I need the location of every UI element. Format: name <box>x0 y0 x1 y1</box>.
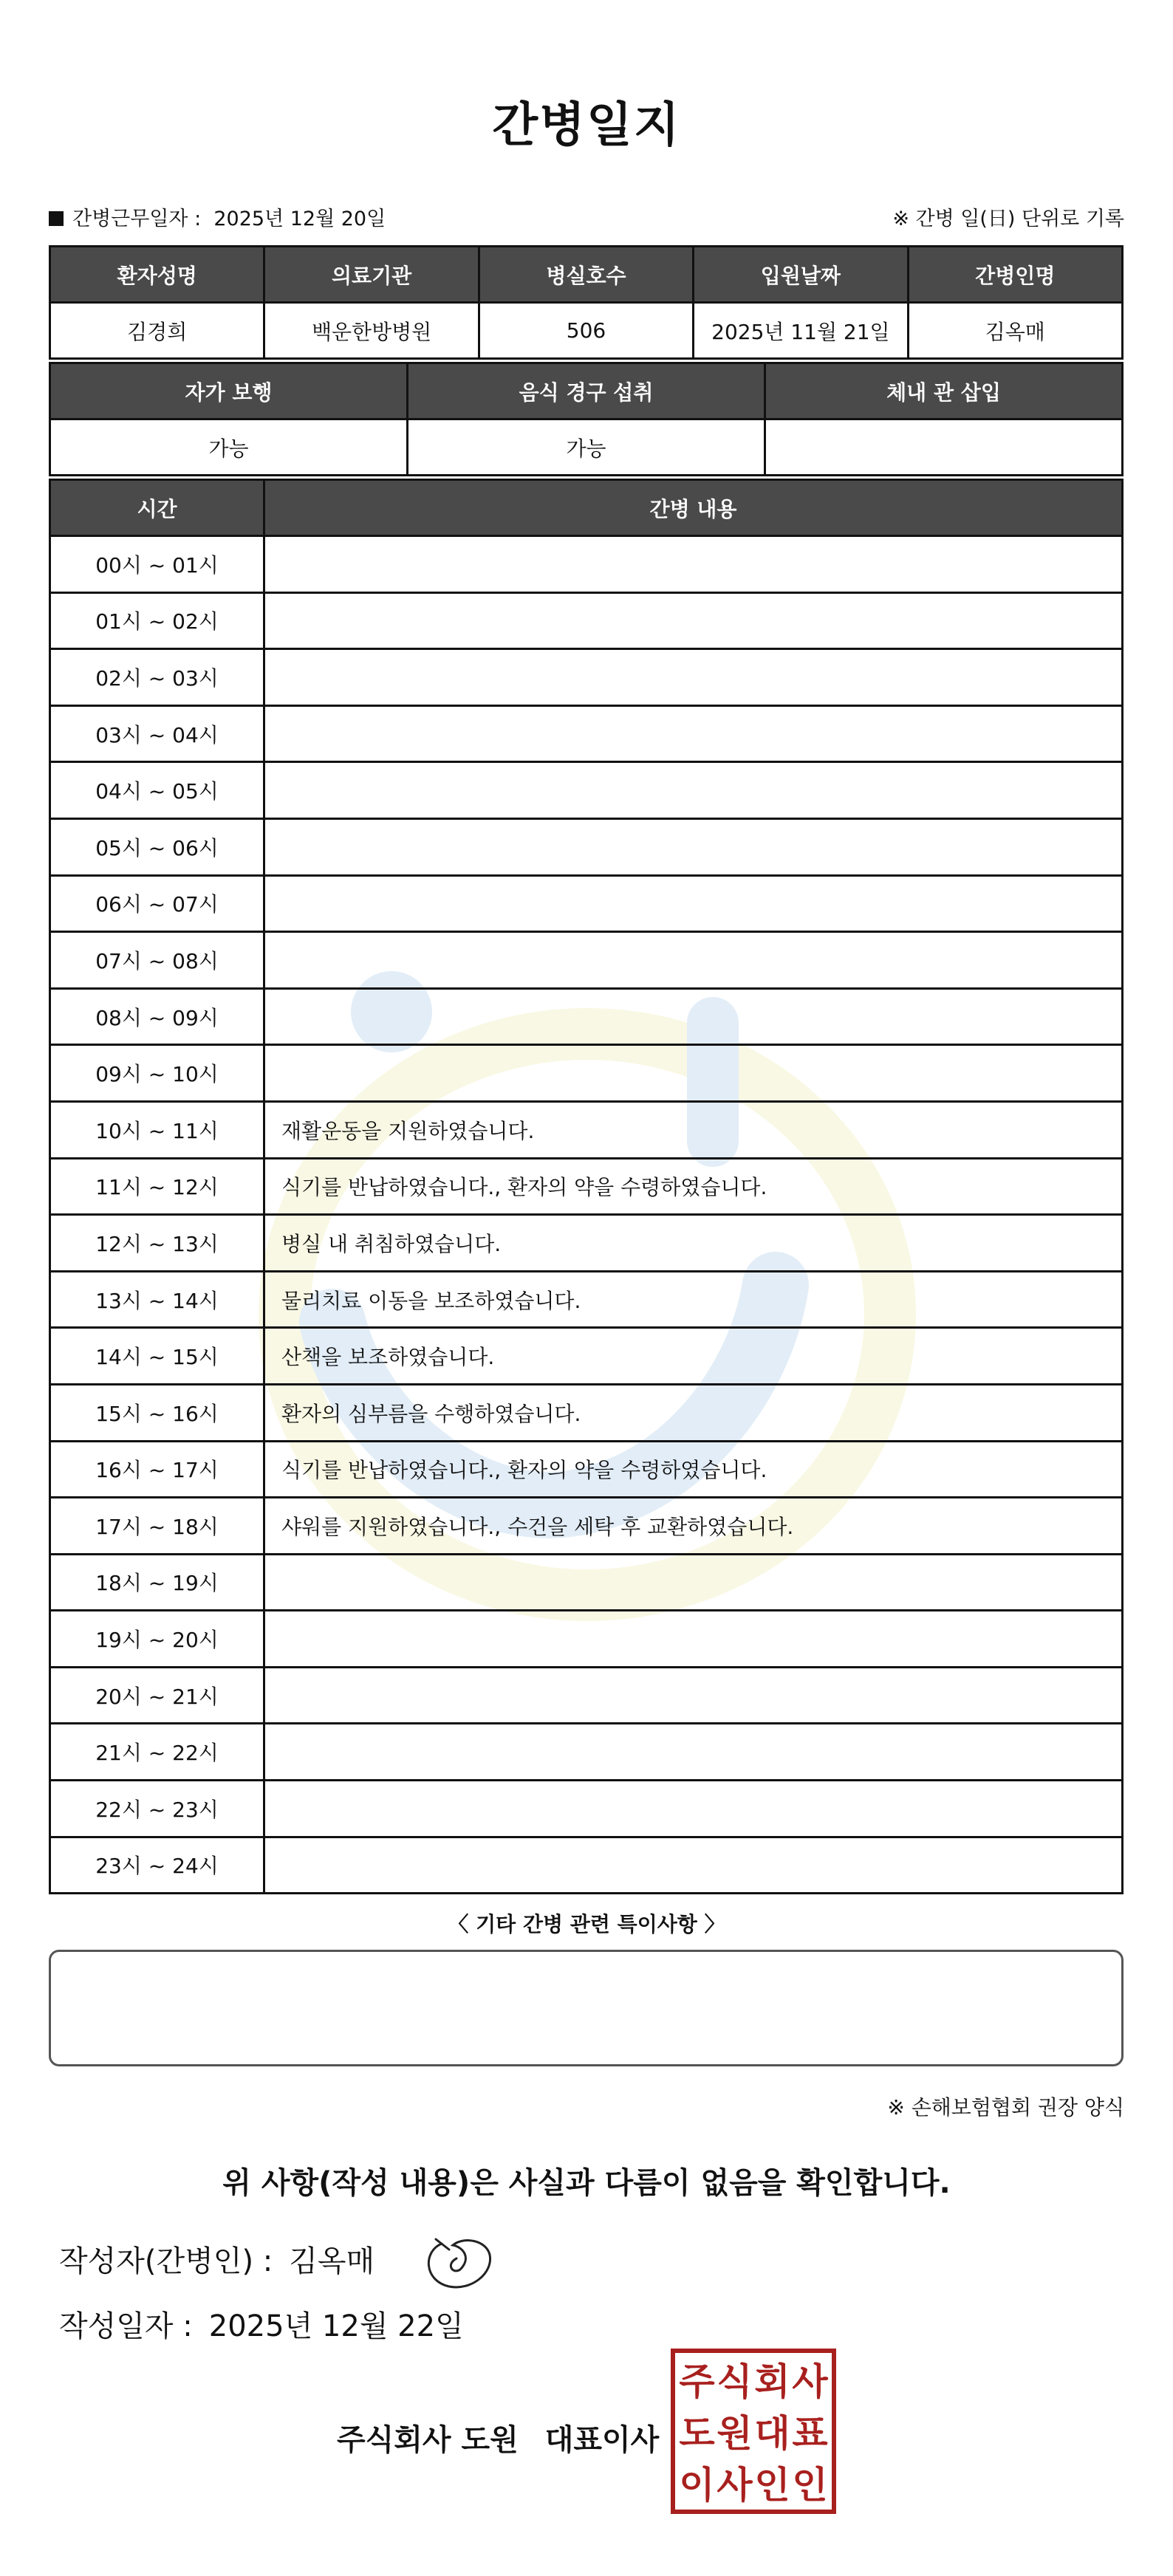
time-slot: 19시 ~ 20시 <box>50 1611 264 1668</box>
writer-name: 김옥매 <box>289 2244 375 2278</box>
confirmation-statement: 위 사항(작성 내용)은 사실과 다름이 없음을 확인합니다. <box>222 2166 951 2200</box>
time-slot: 08시 ~ 09시 <box>50 988 264 1045</box>
table-row <box>50 1837 1123 1894</box>
time-slot: 17시 ~ 18시 <box>50 1498 264 1555</box>
header-caregiver: 간병인명 <box>908 247 1122 303</box>
care-content: 샤워를 지원하였습니다., 수건을 세탁 후 교환하였습니다. <box>264 1498 1123 1555</box>
work-date-value: 2025년 12월 20일 <box>213 208 386 230</box>
time-slot: 06시 ~ 07시 <box>50 875 264 932</box>
write-date-value: 2025년 12월 22일 <box>208 2309 464 2343</box>
notes-box <box>49 1950 1124 2066</box>
time-slot: 02시 ~ 03시 <box>50 649 264 706</box>
tube-insertion-value <box>765 419 1123 476</box>
care-content <box>264 1781 1123 1837</box>
room-number: 506 <box>479 303 693 359</box>
table-row <box>50 1498 1123 1555</box>
time-slot: 14시 ~ 15시 <box>50 1328 264 1385</box>
seal-char: 이 <box>679 2464 715 2507</box>
seal-char: 대 <box>754 2412 790 2455</box>
header-patient-name: 환자성명 <box>50 247 264 303</box>
table-row <box>50 705 1123 762</box>
table-row <box>50 1101 1123 1158</box>
care-content <box>264 1837 1123 1894</box>
table-row <box>50 988 1123 1045</box>
seal-char: 도 <box>679 2412 715 2455</box>
seal-char: 인 <box>754 2464 790 2507</box>
care-content <box>264 988 1123 1045</box>
seal-char: 사 <box>717 2464 753 2507</box>
time-slot: 21시 ~ 22시 <box>50 1724 264 1781</box>
writer-label: 작성자(간병인) : <box>59 2244 273 2278</box>
table-row <box>50 1724 1123 1781</box>
table-row <box>50 649 1123 706</box>
time-slot: 04시 ~ 05시 <box>50 762 264 819</box>
time-slot: 16시 ~ 17시 <box>50 1441 264 1498</box>
header-admission-date: 입원날짜 <box>694 247 908 303</box>
table-row <box>50 932 1123 989</box>
table-row <box>50 592 1123 649</box>
care-content <box>264 1554 1123 1611</box>
header-oral-intake: 음식 경구 섭취 <box>408 363 765 419</box>
work-date-label: 간병근무일자 : <box>72 208 202 230</box>
table-row <box>50 1667 1123 1724</box>
table-row <box>50 536 1123 593</box>
caregiver-name: 김옥매 <box>908 303 1122 359</box>
company-role: 대표이사 <box>544 2423 660 2457</box>
square-bullet-icon <box>49 211 64 226</box>
time-slot: 01시 ~ 02시 <box>50 592 264 649</box>
header-room: 병실호수 <box>479 247 693 303</box>
patient-info-table <box>49 245 1124 360</box>
unit-note: ※ 간병 일(日) 단위로 기록 <box>892 208 1124 230</box>
header-care-content: 간병 내용 <box>264 480 1123 536</box>
seal-char: 표 <box>792 2412 828 2455</box>
form-source-note: ※ 손해보험협회 권장 양식 <box>887 2095 1124 2120</box>
time-slot: 09시 ~ 10시 <box>50 1045 264 1102</box>
care-content <box>264 818 1123 875</box>
table-row <box>50 762 1123 819</box>
patient-name: 김경희 <box>50 303 264 359</box>
seal-char: 원 <box>717 2412 753 2455</box>
time-slot: 15시 ~ 16시 <box>50 1384 264 1441</box>
table-row <box>50 1611 1123 1668</box>
write-date-line <box>59 2303 464 2345</box>
table-row <box>50 875 1123 932</box>
table-row <box>50 1781 1123 1837</box>
notes-title: 〈 기타 간병 관련 특이사항 〉 <box>448 1912 725 1936</box>
time-slot: 00시 ~ 01시 <box>50 536 264 593</box>
care-content: 재활운동을 지원하였습니다. <box>264 1101 1123 1158</box>
care-content: 산책을 보조하였습니다. <box>264 1328 1123 1385</box>
seal-char: 식 <box>717 2360 753 2403</box>
table-row <box>50 1441 1123 1498</box>
care-content <box>264 592 1123 649</box>
time-slot: 12시 ~ 13시 <box>50 1215 264 1272</box>
table-row <box>50 1045 1123 1102</box>
time-slot: 11시 ~ 12시 <box>50 1158 264 1215</box>
seal-char: 회 <box>754 2360 790 2403</box>
header-self-walking: 자가 보행 <box>50 363 408 419</box>
table-row <box>50 1215 1123 1272</box>
care-content <box>264 932 1123 989</box>
page-title: 간병일지 <box>492 98 681 153</box>
care-content <box>264 1611 1123 1668</box>
oral-intake-value: 가능 <box>408 419 765 476</box>
care-content <box>264 875 1123 932</box>
seal-char: 인 <box>792 2464 828 2507</box>
care-content <box>264 649 1123 706</box>
seal-char: 주 <box>679 2360 715 2403</box>
table-row <box>50 1328 1123 1385</box>
header-tube-insertion: 체내 관 삽입 <box>765 363 1123 419</box>
company-signoff <box>337 2416 659 2459</box>
care-content: 식기를 반납하였습니다., 환자의 약을 수령하였습니다. <box>264 1158 1123 1215</box>
care-content <box>264 1667 1123 1724</box>
care-content <box>264 1724 1123 1781</box>
table-row <box>50 1271 1123 1328</box>
care-content <box>264 762 1123 819</box>
handwritten-signature <box>420 2229 501 2295</box>
table-row <box>50 1384 1123 1441</box>
time-slot: 10시 ~ 11시 <box>50 1101 264 1158</box>
time-slot: 13시 ~ 14시 <box>50 1271 264 1328</box>
self-walking-value: 가능 <box>50 419 408 476</box>
admission-date: 2025년 11월 21일 <box>694 303 908 359</box>
header-hospital: 의료기관 <box>264 247 479 303</box>
care-content: 물리치료 이동을 보조하였습니다. <box>264 1271 1123 1328</box>
care-log-table <box>49 479 1124 1894</box>
time-slot: 07시 ~ 08시 <box>50 932 264 989</box>
header-time: 시간 <box>50 480 264 536</box>
care-content <box>264 536 1123 593</box>
write-date-label: 작성일자 : <box>59 2309 193 2343</box>
hospital-name: 백운한방병원 <box>264 303 479 359</box>
table-row <box>50 1158 1123 1215</box>
care-content: 식기를 반납하였습니다., 환자의 약을 수령하였습니다. <box>264 1441 1123 1498</box>
time-slot: 18시 ~ 19시 <box>50 1554 264 1611</box>
work-date <box>49 202 386 231</box>
time-slot: 05시 ~ 06시 <box>50 818 264 875</box>
time-slot: 22시 ~ 23시 <box>50 1781 264 1837</box>
table-row <box>50 818 1123 875</box>
care-content: 환자의 심부름을 수행하였습니다. <box>264 1384 1123 1441</box>
company-name: 주식회사 도원 <box>337 2423 519 2457</box>
care-content <box>264 1045 1123 1102</box>
patient-status-table <box>49 362 1124 476</box>
time-slot: 20시 ~ 21시 <box>50 1667 264 1724</box>
time-slot: 23시 ~ 24시 <box>50 1837 264 1894</box>
writer-line <box>59 2238 375 2280</box>
company-seal-stamp <box>671 2349 836 2514</box>
seal-char: 사 <box>792 2360 828 2403</box>
care-content: 병실 내 취침하였습니다. <box>264 1215 1123 1272</box>
table-row <box>50 1554 1123 1611</box>
care-content <box>264 705 1123 762</box>
time-slot: 03시 ~ 04시 <box>50 705 264 762</box>
